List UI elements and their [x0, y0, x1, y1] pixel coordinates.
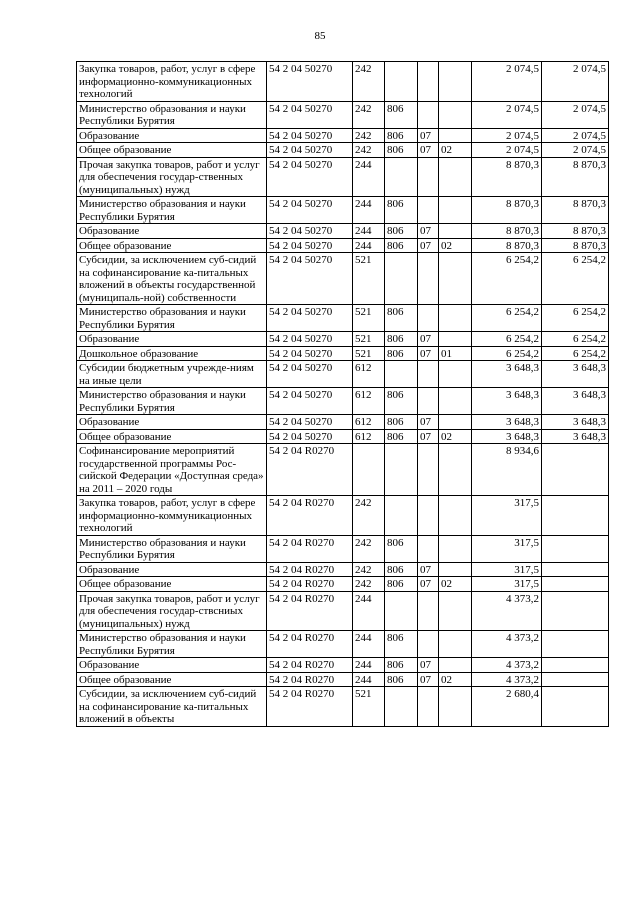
amount-year-2: 8 870,3 [542, 197, 609, 224]
section-code [418, 197, 439, 224]
section-code [418, 631, 439, 658]
expense-type-code: 244 [353, 658, 385, 673]
table-row [77, 444, 609, 496]
section-code [418, 535, 439, 562]
row-name: Общее образование [77, 577, 267, 592]
table-row [77, 143, 609, 158]
section-code [418, 591, 439, 631]
ministry-code: 806 [385, 238, 418, 253]
ministry-code [385, 496, 418, 536]
amount-year-1: 3 648,3 [472, 361, 542, 388]
section-code: 07 [418, 143, 439, 158]
section-code: 07 [418, 577, 439, 592]
target-article-code: 54 2 04 50270 [267, 197, 353, 224]
target-article-code: 54 2 04 R0270 [267, 672, 353, 687]
row-name: Общее образование [77, 672, 267, 687]
ministry-code [385, 361, 418, 388]
target-article-code: 54 2 04 R0270 [267, 687, 353, 727]
section-code: 07 [418, 238, 439, 253]
table-row [77, 62, 609, 102]
ministry-code: 806 [385, 631, 418, 658]
amount-year-2: 2 074,5 [542, 143, 609, 158]
target-article-code: 54 2 04 R0270 [267, 591, 353, 631]
subsection-code [439, 101, 472, 128]
ministry-code: 806 [385, 562, 418, 577]
amount-year-2: 8 870,3 [542, 224, 609, 239]
row-name: Образование [77, 658, 267, 673]
expense-type-code: 242 [353, 62, 385, 102]
amount-year-1: 317,5 [472, 577, 542, 592]
target-article-code: 54 2 04 R0270 [267, 577, 353, 592]
row-name: Субсидии, за исключением суб-сидий на софинансирование ка-питальных вложений в объекты [77, 687, 267, 727]
row-name: Министерство образования и науки Республики Бурятия [77, 535, 267, 562]
target-article-code: 54 2 04 50270 [267, 415, 353, 430]
amount-year-2: 8 870,3 [542, 157, 609, 197]
section-code: 07 [418, 415, 439, 430]
ministry-code [385, 62, 418, 102]
section-code [418, 305, 439, 332]
expense-type-code: 521 [353, 305, 385, 332]
amount-year-1: 4 373,2 [472, 672, 542, 687]
section-code: 07 [418, 562, 439, 577]
amount-year-2: 3 648,3 [542, 415, 609, 430]
amount-year-1: 8 870,3 [472, 224, 542, 239]
subsection-code [439, 157, 472, 197]
section-code: 07 [418, 658, 439, 673]
amount-year-1: 6 254,2 [472, 346, 542, 361]
table-row [77, 253, 609, 305]
budget-table [76, 61, 609, 727]
expense-type-code: 612 [353, 415, 385, 430]
table-row [77, 429, 609, 444]
amount-year-2 [542, 496, 609, 536]
row-name: Образование [77, 128, 267, 143]
subsection-code [439, 224, 472, 239]
ministry-code: 806 [385, 415, 418, 430]
amount-year-1: 317,5 [472, 562, 542, 577]
ministry-code: 806 [385, 577, 418, 592]
table-row [77, 197, 609, 224]
table-row [77, 305, 609, 332]
row-name: Субсидии бюджетным учрежде-ниям на иные цели [77, 361, 267, 388]
expense-type-code: 242 [353, 143, 385, 158]
amount-year-1: 6 254,2 [472, 305, 542, 332]
section-code [418, 157, 439, 197]
amount-year-1: 8 934,6 [472, 444, 542, 496]
row-name: Общее образование [77, 143, 267, 158]
section-code [418, 687, 439, 727]
ministry-code: 806 [385, 658, 418, 673]
expense-type-code: 521 [353, 346, 385, 361]
table-row [77, 631, 609, 658]
ministry-code: 806 [385, 672, 418, 687]
target-article-code: 54 2 04 R0270 [267, 444, 353, 496]
ministry-code: 806 [385, 332, 418, 347]
subsection-code [439, 591, 472, 631]
subsection-code [439, 658, 472, 673]
expense-type-code [353, 444, 385, 496]
subsection-code [439, 562, 472, 577]
row-name: Софинансирование мероприятий государственной программы Рос-сийской Федерации «Доступная среда» на 2011 – 2020 годы [77, 444, 267, 496]
table-row [77, 332, 609, 347]
row-name: Образование [77, 415, 267, 430]
subsection-code [439, 535, 472, 562]
row-name: Прочая закупка товаров, работ и услуг для обеспечения государ-ствсниых (муниципальных) нужд [77, 591, 267, 631]
expense-type-code: 242 [353, 535, 385, 562]
amount-year-1: 8 870,3 [472, 157, 542, 197]
table-row [77, 388, 609, 415]
amount-year-2 [542, 591, 609, 631]
row-name: Общее образование [77, 238, 267, 253]
row-name: Министерство образования и науки Республики Бурятия [77, 101, 267, 128]
section-code: 07 [418, 672, 439, 687]
table-row [77, 224, 609, 239]
table-row [77, 658, 609, 673]
subsection-code [439, 361, 472, 388]
row-name: Прочая закупка товаров, работ и услуг для обеспечения государ-ственных (муниципальных) нужд [77, 157, 267, 197]
expense-type-code: 612 [353, 429, 385, 444]
ministry-code: 806 [385, 429, 418, 444]
subsection-code [439, 388, 472, 415]
section-code: 07 [418, 224, 439, 239]
expense-type-code: 244 [353, 591, 385, 631]
target-article-code: 54 2 04 50270 [267, 62, 353, 102]
table-row [77, 128, 609, 143]
amount-year-2 [542, 672, 609, 687]
section-code: 07 [418, 346, 439, 361]
subsection-code [439, 128, 472, 143]
target-article-code: 54 2 04 R0270 [267, 496, 353, 536]
row-name: Закупка товаров, работ, услуг в сфере информационно-коммуникационных технологий [77, 62, 267, 102]
amount-year-2: 2 074,5 [542, 62, 609, 102]
table-row [77, 238, 609, 253]
row-name: Министерство образования и науки Республики Бурятия [77, 305, 267, 332]
amount-year-1: 3 648,3 [472, 429, 542, 444]
target-article-code: 54 2 04 50270 [267, 429, 353, 444]
subsection-code [439, 197, 472, 224]
subsection-code: 02 [439, 429, 472, 444]
expense-type-code: 521 [353, 687, 385, 727]
table-row [77, 577, 609, 592]
amount-year-2 [542, 577, 609, 592]
expense-type-code: 242 [353, 562, 385, 577]
amount-year-1: 2 074,5 [472, 128, 542, 143]
ministry-code: 806 [385, 143, 418, 158]
row-name: Закупка товаров, работ, услуг в сфере информационно-коммуникационных технологий [77, 496, 267, 536]
amount-year-2 [542, 631, 609, 658]
expense-type-code: 244 [353, 197, 385, 224]
section-code [418, 101, 439, 128]
subsection-code [439, 62, 472, 102]
target-article-code: 54 2 04 R0270 [267, 535, 353, 562]
target-article-code: 54 2 04 50270 [267, 253, 353, 305]
row-name: Образование [77, 332, 267, 347]
page-number: 85 [314, 30, 326, 42]
table-row [77, 672, 609, 687]
amount-year-2: 6 254,2 [542, 332, 609, 347]
section-code [418, 62, 439, 102]
section-code: 07 [418, 128, 439, 143]
target-article-code: 54 2 04 50270 [267, 157, 353, 197]
row-name: Общее образование [77, 429, 267, 444]
amount-year-2 [542, 562, 609, 577]
target-article-code: 54 2 04 50270 [267, 332, 353, 347]
row-name: Образование [77, 562, 267, 577]
expense-type-code: 612 [353, 388, 385, 415]
table-row [77, 415, 609, 430]
ministry-code [385, 444, 418, 496]
subsection-code [439, 332, 472, 347]
target-article-code: 54 2 04 R0270 [267, 562, 353, 577]
table-row [77, 687, 609, 727]
subsection-code: 01 [439, 346, 472, 361]
target-article-code: 54 2 04 50270 [267, 346, 353, 361]
expense-type-code: 612 [353, 361, 385, 388]
target-article-code: 54 2 04 50270 [267, 388, 353, 415]
row-name: Министерство образования и науки Республики Бурятия [77, 197, 267, 224]
ministry-code: 806 [385, 224, 418, 239]
subsection-code [439, 687, 472, 727]
amount-year-1: 4 373,2 [472, 658, 542, 673]
target-article-code: 54 2 04 50270 [267, 101, 353, 128]
amount-year-2 [542, 535, 609, 562]
amount-year-1: 4 373,2 [472, 591, 542, 631]
amount-year-1: 6 254,2 [472, 332, 542, 347]
section-code [418, 444, 439, 496]
expense-type-code: 242 [353, 577, 385, 592]
subsection-code [439, 415, 472, 430]
target-article-code: 54 2 04 50270 [267, 361, 353, 388]
row-name: Дошкольное образование [77, 346, 267, 361]
amount-year-1: 2 074,5 [472, 62, 542, 102]
amount-year-2 [542, 658, 609, 673]
target-article-code: 54 2 04 50270 [267, 143, 353, 158]
row-name: Субсидии, за исключением суб-сидий на софинансирование ка-питальных вложений в объекты государственной (муниципаль-ной) собственности [77, 253, 267, 305]
amount-year-1: 4 373,2 [472, 631, 542, 658]
amount-year-1: 2 074,5 [472, 143, 542, 158]
subsection-code [439, 305, 472, 332]
ministry-code [385, 591, 418, 631]
ministry-code [385, 253, 418, 305]
subsection-code: 02 [439, 238, 472, 253]
ministry-code: 806 [385, 128, 418, 143]
table-row [77, 591, 609, 631]
row-name: Министерство образования и науки Республики Бурятия [77, 631, 267, 658]
table-row [77, 101, 609, 128]
row-name: Образование [77, 224, 267, 239]
expense-type-code: 521 [353, 332, 385, 347]
table-row [77, 157, 609, 197]
table-row [77, 535, 609, 562]
target-article-code: 54 2 04 50270 [267, 128, 353, 143]
expense-type-code: 244 [353, 672, 385, 687]
expense-type-code: 244 [353, 224, 385, 239]
subsection-code [439, 631, 472, 658]
amount-year-1: 317,5 [472, 496, 542, 536]
amount-year-1: 8 870,3 [472, 238, 542, 253]
target-article-code: 54 2 04 R0270 [267, 658, 353, 673]
table-row [77, 562, 609, 577]
amount-year-1: 2 074,5 [472, 101, 542, 128]
section-code [418, 361, 439, 388]
section-code: 07 [418, 429, 439, 444]
amount-year-1: 8 870,3 [472, 197, 542, 224]
amount-year-2 [542, 687, 609, 727]
section-code [418, 496, 439, 536]
ministry-code: 806 [385, 101, 418, 128]
expense-type-code: 244 [353, 238, 385, 253]
ministry-code: 806 [385, 535, 418, 562]
expense-type-code: 242 [353, 128, 385, 143]
amount-year-2: 6 254,2 [542, 305, 609, 332]
ministry-code: 806 [385, 197, 418, 224]
subsection-code: 02 [439, 143, 472, 158]
row-name: Министерство образования и науки Республики Бурятия [77, 388, 267, 415]
amount-year-2: 6 254,2 [542, 346, 609, 361]
amount-year-2: 3 648,3 [542, 361, 609, 388]
expense-type-code: 244 [353, 631, 385, 658]
table-row [77, 496, 609, 536]
amount-year-1: 3 648,3 [472, 388, 542, 415]
ministry-code: 806 [385, 388, 418, 415]
subsection-code [439, 253, 472, 305]
table-row [77, 361, 609, 388]
section-code [418, 388, 439, 415]
subsection-code [439, 444, 472, 496]
ministry-code: 806 [385, 305, 418, 332]
ministry-code: 806 [385, 346, 418, 361]
subsection-code: 02 [439, 577, 472, 592]
section-code [418, 253, 439, 305]
subsection-code: 02 [439, 672, 472, 687]
ministry-code [385, 687, 418, 727]
amount-year-2: 8 870,3 [542, 238, 609, 253]
amount-year-2: 2 074,5 [542, 128, 609, 143]
target-article-code: 54 2 04 50270 [267, 305, 353, 332]
amount-year-1: 6 254,2 [472, 253, 542, 305]
expense-type-code: 242 [353, 101, 385, 128]
expense-type-code: 244 [353, 157, 385, 197]
expense-type-code: 242 [353, 496, 385, 536]
expense-type-code: 521 [353, 253, 385, 305]
amount-year-2: 3 648,3 [542, 388, 609, 415]
target-article-code: 54 2 04 50270 [267, 224, 353, 239]
amount-year-1: 3 648,3 [472, 415, 542, 430]
section-code: 07 [418, 332, 439, 347]
amount-year-2: 3 648,3 [542, 429, 609, 444]
ministry-code [385, 157, 418, 197]
amount-year-2: 2 074,5 [542, 101, 609, 128]
amount-year-1: 2 680,4 [472, 687, 542, 727]
amount-year-2: 6 254,2 [542, 253, 609, 305]
table-row [77, 346, 609, 361]
target-article-code: 54 2 04 50270 [267, 238, 353, 253]
amount-year-2 [542, 444, 609, 496]
target-article-code: 54 2 04 R0270 [267, 631, 353, 658]
subsection-code [439, 496, 472, 536]
amount-year-1: 317,5 [472, 535, 542, 562]
